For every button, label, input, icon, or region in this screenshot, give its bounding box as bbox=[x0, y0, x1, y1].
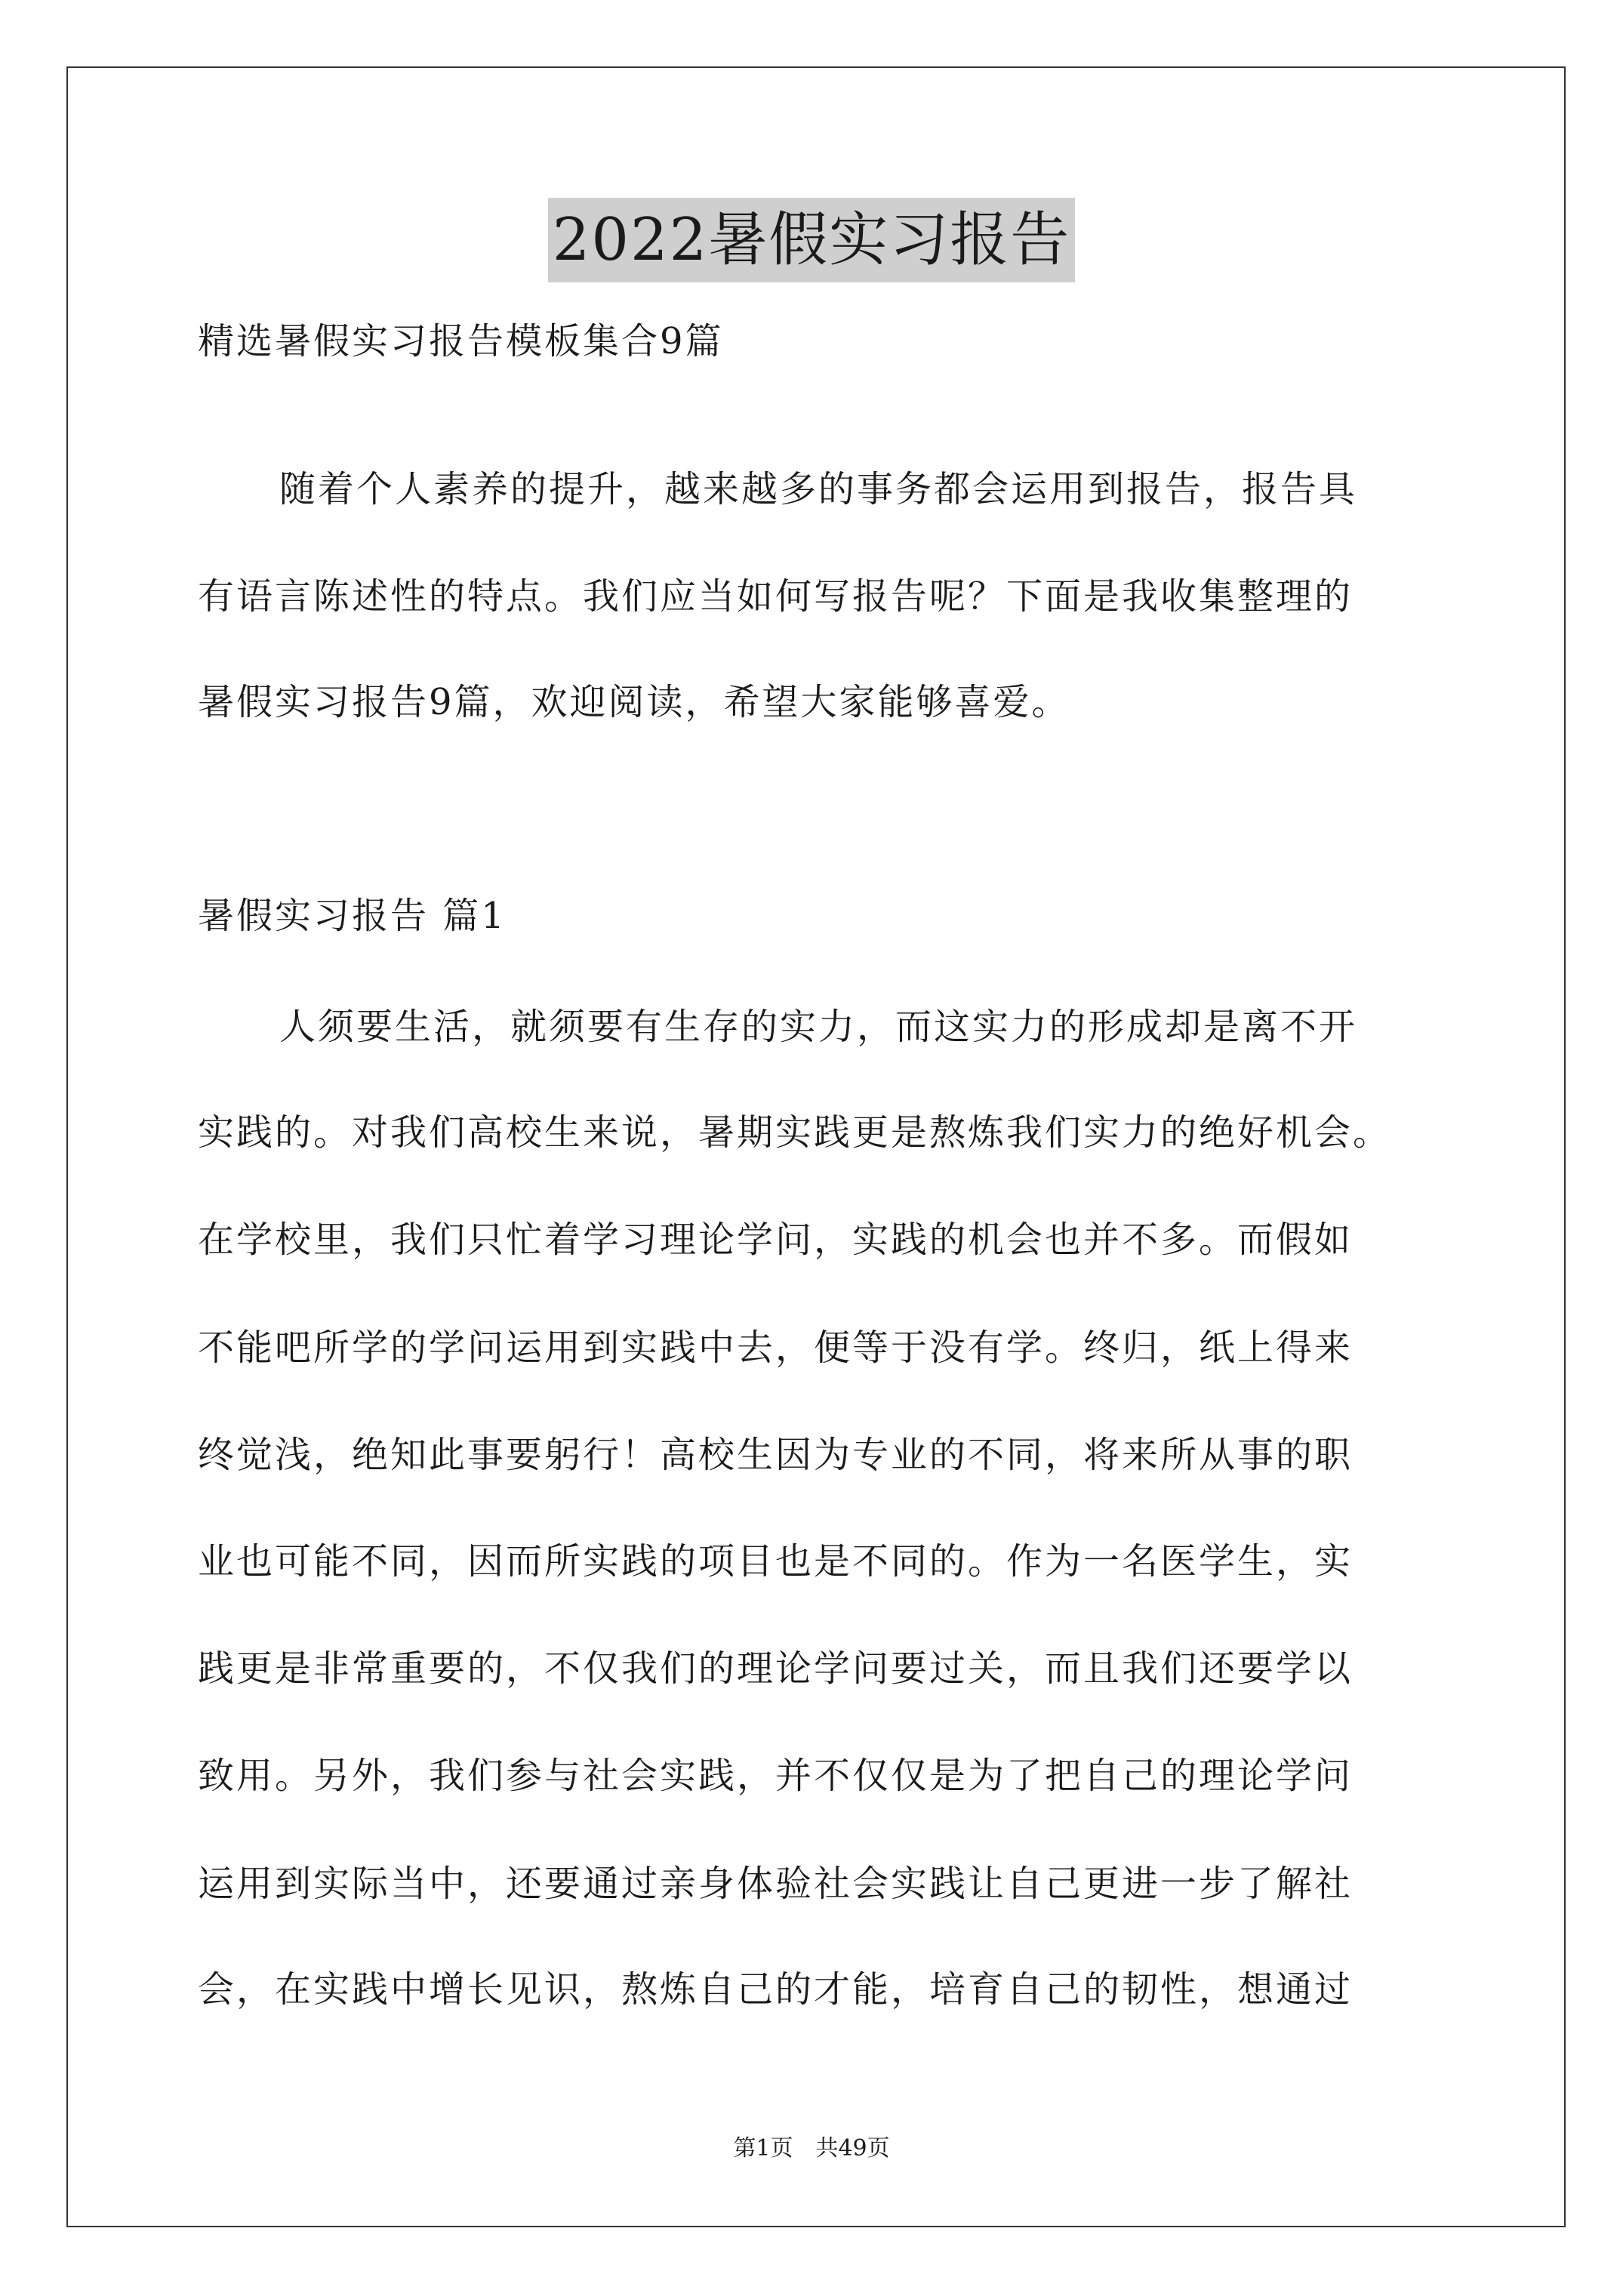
intro-line-2: 有语言陈述性的特点。我们应当如何写报告呢？下面是我收集整理的 bbox=[198, 575, 1354, 618]
body-line-1: 人须要生活，就须要有生存的实力，而这实力的形成却是离不开 bbox=[279, 1006, 1358, 1048]
section-heading: 暑假实习报告 篇1 bbox=[198, 895, 507, 937]
page-number-footer: 第1页 共49页 bbox=[733, 2135, 890, 2162]
body-line-5: 终觉浅，绝知此事要躬行！高校生因为专业的不同，将来所从事的职 bbox=[198, 1434, 1354, 1476]
body-line-6: 业也可能不同，因而所实践的项目也是不同的。作为一名医学生，实 bbox=[198, 1540, 1354, 1583]
body-line-9: 运用到实际当中，还要通过亲身体验社会实践让自己更进一步了解社 bbox=[198, 1863, 1354, 1905]
document-title: 2022暑假实习报告 bbox=[548, 198, 1076, 282]
document-subtitle: 精选暑假实习报告模板集合9篇 bbox=[198, 320, 724, 362]
intro-line-1: 随着个人素养的提升，越来越多的事务都会运用到报告，报告具 bbox=[279, 468, 1358, 510]
body-line-8: 致用。另外，我们参与社会实践，并不仅仅是为了把自己的理论学问 bbox=[198, 1755, 1354, 1797]
body-line-4: 不能吧所学的学问运用到实践中去，便等于没有学。终归，纸上得来 bbox=[198, 1327, 1354, 1369]
title-container bbox=[0, 198, 1623, 282]
body-line-10: 会，在实践中增长见识，熬炼自己的才能，培育自己的韧性，想通过 bbox=[198, 1968, 1354, 2011]
body-line-3: 在学校里，我们只忙着学习理论学问，实践的机会也并不多。而假如 bbox=[198, 1219, 1354, 1261]
intro-line-3: 暑假实习报告9篇，欢迎阅读，希望大家能够喜爱。 bbox=[198, 681, 1070, 723]
body-line-7: 践更是非常重要的，不仅我们的理论学问要过关，而且我们还要学以 bbox=[198, 1647, 1354, 1690]
body-line-2: 实践的。对我们高校生来说，暑期实践更是熬炼我们实力的绝好机会。 bbox=[198, 1111, 1392, 1154]
